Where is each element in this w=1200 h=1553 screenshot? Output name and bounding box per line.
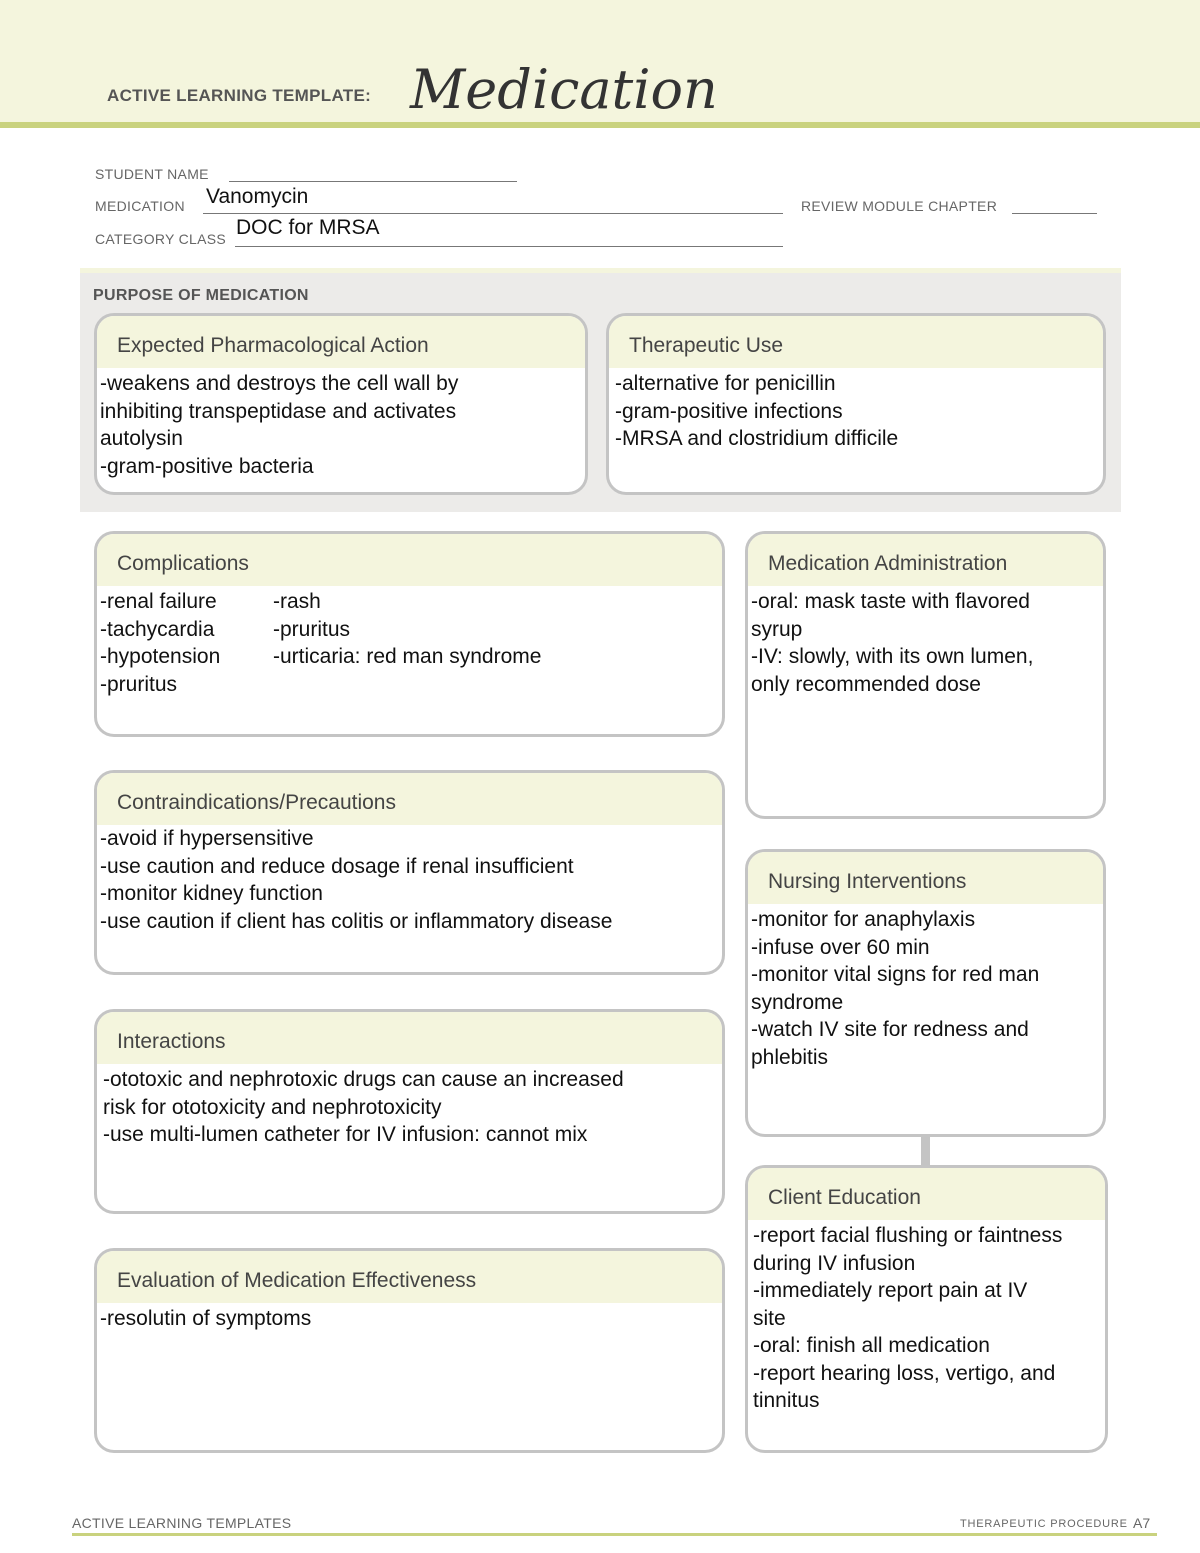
medication-administration-text[interactable]: -oral: mask taste with flavored syrup -IV: slowly, with its own lumen, only recommended dose (751, 590, 1034, 696)
client-education-text[interactable]: -report facial flushing or faintness during IV infusion -immediately report pain at IV site -oral: finish all medication -report hearing loss, vertigo, and tinnitus (753, 1224, 1063, 1412)
complications-box (94, 531, 725, 737)
interactions-box (94, 1009, 725, 1214)
category-class-label: CATEGORY CLASS (95, 231, 227, 247)
interactions-title: Interactions (97, 1012, 722, 1064)
nursing-interventions-title: Nursing Interventions (748, 852, 1103, 904)
footer-divider (72, 1533, 1157, 1536)
nursing-interventions-box (745, 849, 1106, 1137)
student-name-line (229, 181, 517, 182)
complications-col-1[interactable]: -renal failure -tachycardia -hypotension -pruritus (100, 590, 221, 696)
contraindications-title: Contraindications/Precautions (97, 773, 722, 825)
template-title: Medication (410, 58, 718, 121)
contraindications-box (94, 770, 725, 975)
client-education-title: Client Education (748, 1168, 1105, 1220)
medication-label: MEDICATION (95, 198, 185, 214)
expected-action-title: Expected Pharmacological Action (97, 316, 585, 368)
medication-value[interactable]: Vanomycin (206, 185, 309, 208)
footer-left: ACTIVE LEARNING TEMPLATES (72, 1515, 292, 1531)
therapeutic-use-text[interactable]: -alternative for penicillin -gram-positive infections -MRSA and clostridium difficile (615, 372, 899, 450)
therapeutic-use-box (606, 313, 1106, 495)
medication-administration-box (745, 531, 1106, 819)
evaluation-box (94, 1248, 725, 1453)
footer-page-number: A7 (1133, 1515, 1151, 1531)
review-module-label: REVIEW MODULE CHAPTER (801, 198, 998, 214)
contraindications-text[interactable]: -avoid if hypersensitive -use caution and reduce dosage if renal insufficient -monitor kidney function -use caution if client has colitis or inflammatory disease (100, 827, 613, 933)
therapeutic-use-title: Therapeutic Use (609, 316, 1103, 368)
template-label: ACTIVE LEARNING TEMPLATE: (107, 86, 372, 105)
footer-right: THERAPEUTIC PROCEDURE (960, 1518, 1128, 1530)
medication-administration-title: Medication Administration (748, 534, 1103, 586)
evaluation-text[interactable]: -resolutin of symptoms (100, 1307, 312, 1330)
category-class-value[interactable]: DOC for MRSA (236, 216, 380, 239)
student-name-label: STUDENT NAME (95, 166, 209, 182)
client-education-box (745, 1165, 1108, 1453)
review-module-line (1012, 213, 1097, 214)
interactions-text[interactable]: -ototoxic and nephrotoxic drugs can cause an increased risk for ototoxicity and nephrotoxicity -use multi-lumen catheter for IV infusion: cannot mix (103, 1068, 624, 1146)
expected-action-text[interactable]: -weakens and destroys the cell wall by inhibiting transpeptidase and activates autolysin -gram-positive bacteria (100, 372, 459, 478)
box-connector (921, 1134, 930, 1168)
category-class-line (235, 246, 783, 247)
complications-title: Complications (97, 534, 722, 586)
evaluation-title: Evaluation of Medication Effectiveness (97, 1251, 722, 1303)
purpose-heading: PURPOSE OF MEDICATION (93, 287, 309, 304)
nursing-interventions-text[interactable]: -monitor for anaphylaxis -infuse over 60 min -monitor vital signs for red man syndrome -watch IV site for redness and phlebitis (751, 908, 1040, 1069)
header-divider (0, 122, 1200, 128)
complications-col-2[interactable]: -rash -pruritus -urticaria: red man syndrome (273, 590, 542, 668)
medication-line (203, 213, 783, 214)
expected-action-box (94, 313, 588, 495)
